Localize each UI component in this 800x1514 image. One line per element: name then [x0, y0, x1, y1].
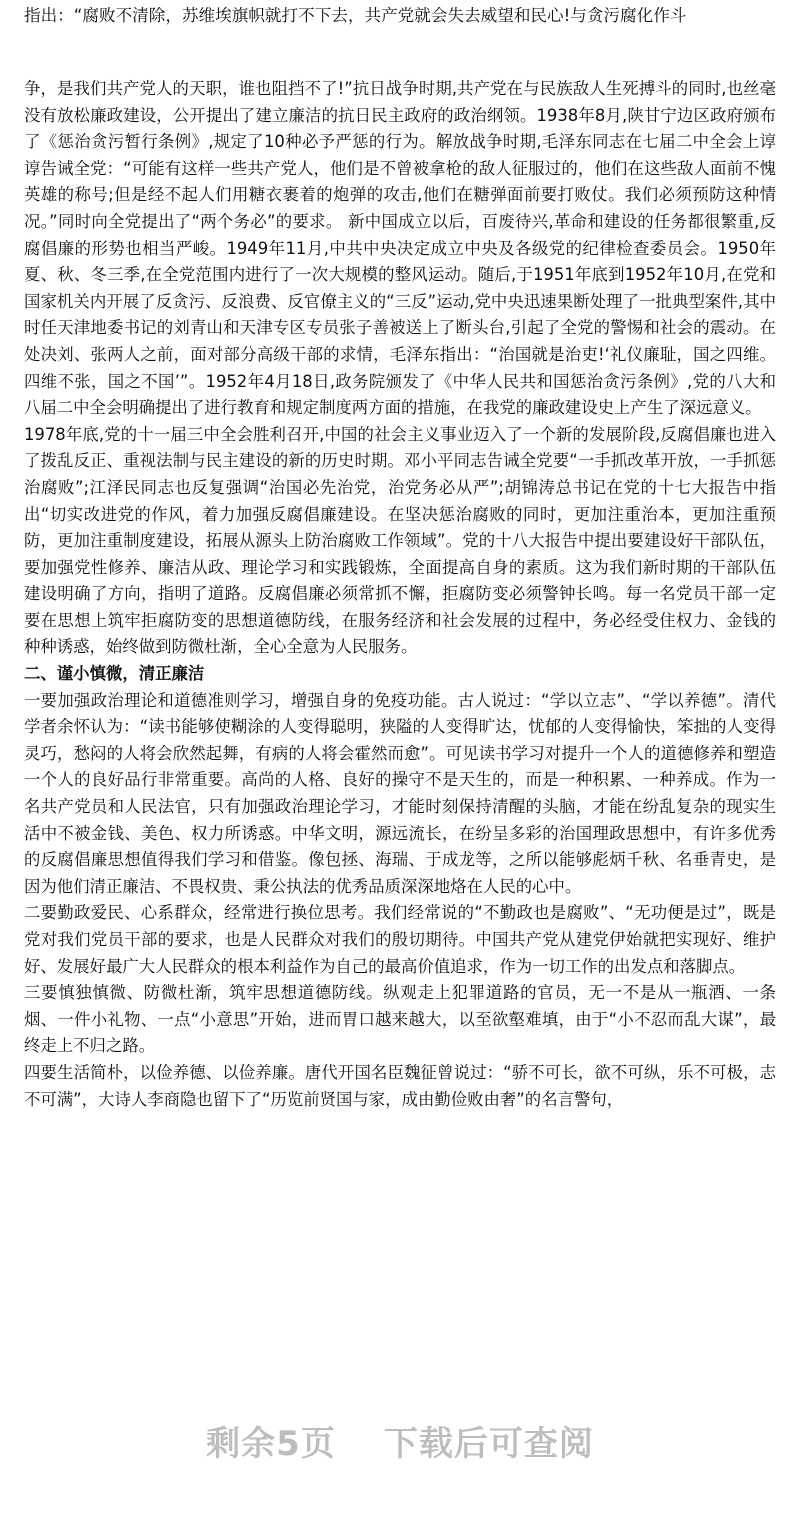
document-body [24, 76, 776, 1113]
download-hint-label[interactable]: 下载后可查阅 [383, 1423, 594, 1464]
document-top-line: 指出：“腐败不清除，苏维埃旗帜就打不下去，共产党就会失去威望和民心!与贪污腐化作斗 [24, 6, 687, 25]
remaining-pages-label[interactable]: 剩余5页 [206, 1423, 336, 1464]
download-footer[interactable] [0, 1410, 800, 1470]
paragraph: 争，是我们共产党人的天职，谁也阻挡不了!”抗日战争时期,共产党在与民族敌人生死搏斗的同时,也丝毫没有放松廉政建设，公开提出了建立廉洁的抗日民主政府的政治纲领。1938年8月,陕甘宁边区政府颁布了《惩治贪污暂行条例》,规定了10种必予严惩的行为。解放战争时期,毛泽东同志在七届二中全会上谆谆告诫全党：“可能有这样一些共产党人，他们是不曾被拿枪的敌人征服过的，他们在这些敌人面前不愧英雄的称号;但是经不起人们用糖衣裹着的炮弹的攻击,他们在糖弹面前要打败仗。我们必须预防这种情况。”同时向全党提出了“两个务必”的要求。 新中国成立以后，百废待兴,革命和建设的任务都很繁重,反腐倡廉的形势也相当严峻。1949年11月,中共中央决定成立中央及各级党的纪律检查委员会。1950年夏、秋、冬三季,在全党范围内进行了一次大规模的整风运动。随后,于1951年底到1952年10月,在党和国家机关内开展了反贪污、反浪费、反官僚主义的“三反”运动,党中央迅速果断处理了一批典型案件,其中时任天津地委书记的刘青山和天津专区专员张子善被送上了断头台,引起了全党的警惕和社会的震动。在处决刘、张两人之前，面对部分高级干部的求情，毛泽东指出：“治国就是治吏!‘礼仪廉耻，国之四维。四维不张，国之不国’”。1952年4月18日,政务院颁发了《中华人民共和国惩治贪污条例》,党的八大和八届二中全会明确提出了进行教育和规定制度两方面的措施，在我党的廉政建设史上产生了深远意义。 [24, 79, 776, 418]
paragraph: 三要慎独慎微、防微杜渐，筑牢思想道德防线。纵观走上犯罪道路的官员，无一不是从一瓶酒、一条烟、一件小礼物、一点“小意思”开始，进而胃口越来越大，以至欲壑难填，由于“小不忍而乱大谋”，最终走上不归之路。 [24, 983, 776, 1056]
section-heading: 二、谨小慎微，清正廉洁 [24, 664, 205, 684]
paragraph: 1978年底,党的十一届三中全会胜利召开,中国的社会主义事业迈入了一个新的发展阶段,反腐倡廉也进入了拨乱反正、重视法制与民主建设的新的历史时期。邓小平同志告诫全党要“一手抓改革开放，一手抓惩治腐败”;江泽民同志也反复强调“治国必先治党，治党务必从严”;胡锦涛总书记在党的十七大报告中指出“切实改进党的作风，着力加强反腐倡廉建设。在坚决惩治腐败的同时，更加注重治本，更加注重预防，更加注重制度建设，拓展从源头上防治腐败工作领域”。党的十八大报告中提出要建设好干部队伍，要加强党性修养、廉洁从政、理论学习和实践锻炼，全面提高自身的素质。这为我们新时期的干部队伍建设明确了方向，指明了道路。反腐倡廉必须常抓不懈，拒腐防变必须警钟长鸣。每一名党员干部一定要在思想上筑牢拒腐防变的思想道德防线，在服务经济和社会发展的过程中，务必经受住权力、金钱的种种诱惑，始终做到防微杜渐，全心全意为人民服务。 [24, 424, 776, 657]
paragraph: 一要加强政治理论和道德准则学习，增强自身的免疫功能。古人说过：“学以立志”、“学以养德”。清代学者余怀认为：“读书能够使糊涂的人变得聪明，狭隘的人变得旷达，忧郁的人变得愉快，笨拙的人变得灵巧，愁闷的人将会欣然起舞，有病的人将会霍然而愈”。可见读书学习对提升一个人的道德修养和塑造一个人的良好品行非常重要。高尚的人格、良好的操守不是天生的，而是一种积累、一种养成。作为一名共产党员和人民法官，只有加强政治理论学习，才能时刻保持清醒的头脑，才能在纷乱复杂的现实生活中不被金钱、美色、权力所诱惑。中华文明，源远流长，在纷呈多彩的治国理政思想中，有许多优秀的反腐倡廉思想值得我们学习和借鉴。像包拯、海瑞、于成龙等，之所以能够彪炳千秋、名垂青史，是因为他们清正廉洁、不畏权贵、秉公执法的优秀品质深深地烙在人民的心中。 [24, 690, 776, 896]
paragraph: 四要生活简朴，以俭养德、以俭养廉。唐代开国名臣魏征曾说过：“骄不可长，欲不可纵，乐不可极，志不可满”，大诗人李商隐也留下了“历览前贤国与家，成由勤俭败由奢”的名言警句， [24, 1062, 776, 1109]
paragraph: 二要勤政爱民、心系群众，经常进行换位思考。我们经常说的“不勤政也是腐败”、“无功便是过”，既是党对我们党员干部的要求，也是人民群众对我们的殷切期待。中国共产党从建党伊始就把实现好、维护好、发展好最广大人民群众的根本利益作为自己的最高价值追求，作为一切工作的出发点和落脚点。 [24, 903, 776, 976]
